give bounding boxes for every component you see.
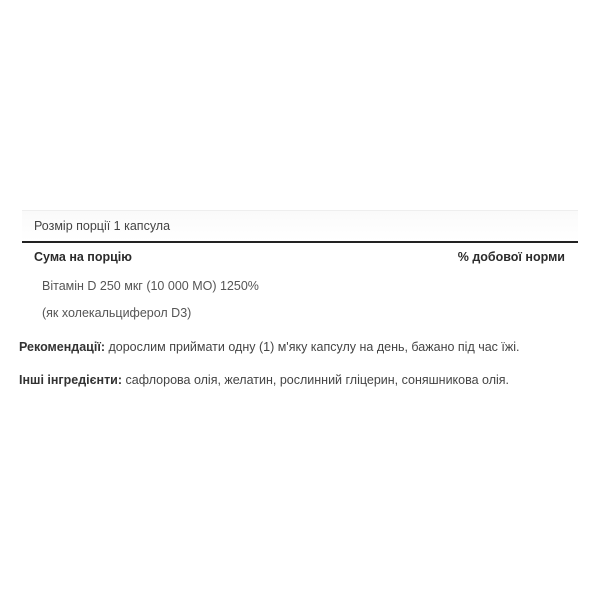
amount-per-serving-header: Сума на порцію [34, 250, 132, 264]
other-ingredients-label: Інші інгредієнти: [19, 373, 123, 387]
vitamin-d-form-note: (як холекальциферол D3) [42, 306, 192, 320]
other-ingredients-text: сафлорова олія, желатин, рослинний гліцерин, соняшникова олія. [122, 373, 510, 387]
serving-size-text: Розмір порції 1 капсула [34, 219, 171, 233]
table-divider [22, 241, 578, 243]
recommendations-label: Рекомендації: [19, 340, 106, 354]
recommendations-text: дорослим приймати одну (1) м'яку капсулу на день, бажано під час їжі. [105, 340, 520, 354]
recommendations-paragraph [19, 340, 520, 354]
vitamin-d-row: Вітамін D 250 мкг (10 000 МО) 1250% [42, 279, 259, 293]
daily-value-header: % добової норми [457, 250, 565, 264]
other-ingredients-paragraph [19, 373, 509, 387]
